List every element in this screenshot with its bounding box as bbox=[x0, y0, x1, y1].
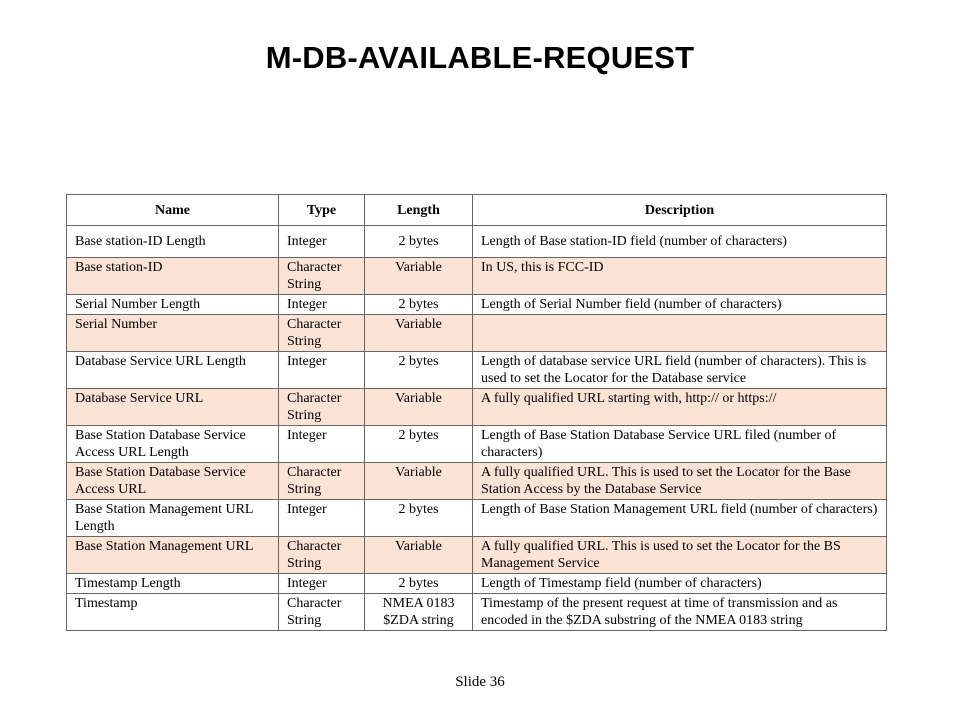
cell-type: Character String bbox=[279, 258, 365, 295]
cell-length: Variable bbox=[365, 463, 473, 500]
field-table-container bbox=[66, 194, 886, 631]
field-table bbox=[66, 194, 887, 631]
column-header-length: Length bbox=[365, 195, 473, 226]
cell-name: Base Station Management URL bbox=[67, 537, 279, 574]
cell-name: Database Service URL Length bbox=[67, 352, 279, 389]
cell-description bbox=[473, 315, 887, 352]
cell-description: Timestamp of the present request at time of transmission and as encoded in the $ZDA substring of the NMEA 0183 string bbox=[473, 594, 887, 631]
column-header-description: Description bbox=[473, 195, 887, 226]
cell-type: Character String bbox=[279, 315, 365, 352]
cell-type: Integer bbox=[279, 574, 365, 594]
cell-type: Character String bbox=[279, 537, 365, 574]
table-row bbox=[67, 315, 887, 352]
column-header-type: Type bbox=[279, 195, 365, 226]
cell-description: Length of Base station-ID field (number of characters) bbox=[473, 226, 887, 258]
table-row bbox=[67, 500, 887, 537]
cell-length: NMEA 0183 $ZDA string bbox=[365, 594, 473, 631]
cell-length: Variable bbox=[365, 315, 473, 352]
cell-type: Integer bbox=[279, 500, 365, 537]
cell-length: 2 bytes bbox=[365, 500, 473, 537]
cell-description: Length of Base Station Database Service URL filed (number of characters) bbox=[473, 426, 887, 463]
table-row bbox=[67, 574, 887, 594]
cell-name: Base station-ID bbox=[67, 258, 279, 295]
cell-length: 2 bytes bbox=[365, 574, 473, 594]
cell-type: Integer bbox=[279, 352, 365, 389]
slide-title: M-DB-AVAILABLE-REQUEST bbox=[265, 40, 695, 75]
cell-name: Timestamp bbox=[67, 594, 279, 631]
cell-name: Serial Number bbox=[67, 315, 279, 352]
cell-length: 2 bytes bbox=[365, 352, 473, 389]
cell-description: In US, this is FCC-ID bbox=[473, 258, 887, 295]
table-row bbox=[67, 594, 887, 631]
cell-description: Length of database service URL field (number of characters). This is used to set the Locator for the Database service bbox=[473, 352, 887, 389]
cell-description: A fully qualified URL. This is used to set the Locator for the Base Station Access by the Database Service bbox=[473, 463, 887, 500]
table-row bbox=[67, 463, 887, 500]
table-row bbox=[67, 295, 887, 315]
cell-description: Length of Timestamp field (number of characters) bbox=[473, 574, 887, 594]
column-header-name: Name bbox=[67, 195, 279, 226]
cell-name: Base Station Database Service Access URL Length bbox=[67, 426, 279, 463]
cell-length: 2 bytes bbox=[365, 426, 473, 463]
cell-description: A fully qualified URL starting with, http:// or https:// bbox=[473, 389, 887, 426]
cell-type: Character String bbox=[279, 463, 365, 500]
cell-type: Character String bbox=[279, 389, 365, 426]
cell-name: Base Station Management URL Length bbox=[67, 500, 279, 537]
cell-length: 2 bytes bbox=[365, 295, 473, 315]
table-row bbox=[67, 226, 887, 258]
cell-length: Variable bbox=[365, 389, 473, 426]
cell-type: Integer bbox=[279, 226, 365, 258]
cell-length: Variable bbox=[365, 258, 473, 295]
cell-length: 2 bytes bbox=[365, 226, 473, 258]
cell-length: Variable bbox=[365, 537, 473, 574]
table-header-row bbox=[67, 195, 887, 226]
table-row bbox=[67, 352, 887, 389]
cell-type: Integer bbox=[279, 295, 365, 315]
table-row bbox=[67, 426, 887, 463]
cell-name: Base station-ID Length bbox=[67, 226, 279, 258]
cell-description: Length of Base Station Management URL field (number of characters) bbox=[473, 500, 887, 537]
cell-name: Base Station Database Service Access URL bbox=[67, 463, 279, 500]
slide-number: Slide 36 bbox=[455, 674, 505, 690]
cell-name: Database Service URL bbox=[67, 389, 279, 426]
cell-name: Serial Number Length bbox=[67, 295, 279, 315]
cell-description: A fully qualified URL. This is used to set the Locator for the BS Management Service bbox=[473, 537, 887, 574]
table-row bbox=[67, 389, 887, 426]
cell-type: Character String bbox=[279, 594, 365, 631]
cell-name: Timestamp Length bbox=[67, 574, 279, 594]
cell-type: Integer bbox=[279, 426, 365, 463]
cell-description: Length of Serial Number field (number of characters) bbox=[473, 295, 887, 315]
table-row bbox=[67, 537, 887, 574]
table-row bbox=[67, 258, 887, 295]
